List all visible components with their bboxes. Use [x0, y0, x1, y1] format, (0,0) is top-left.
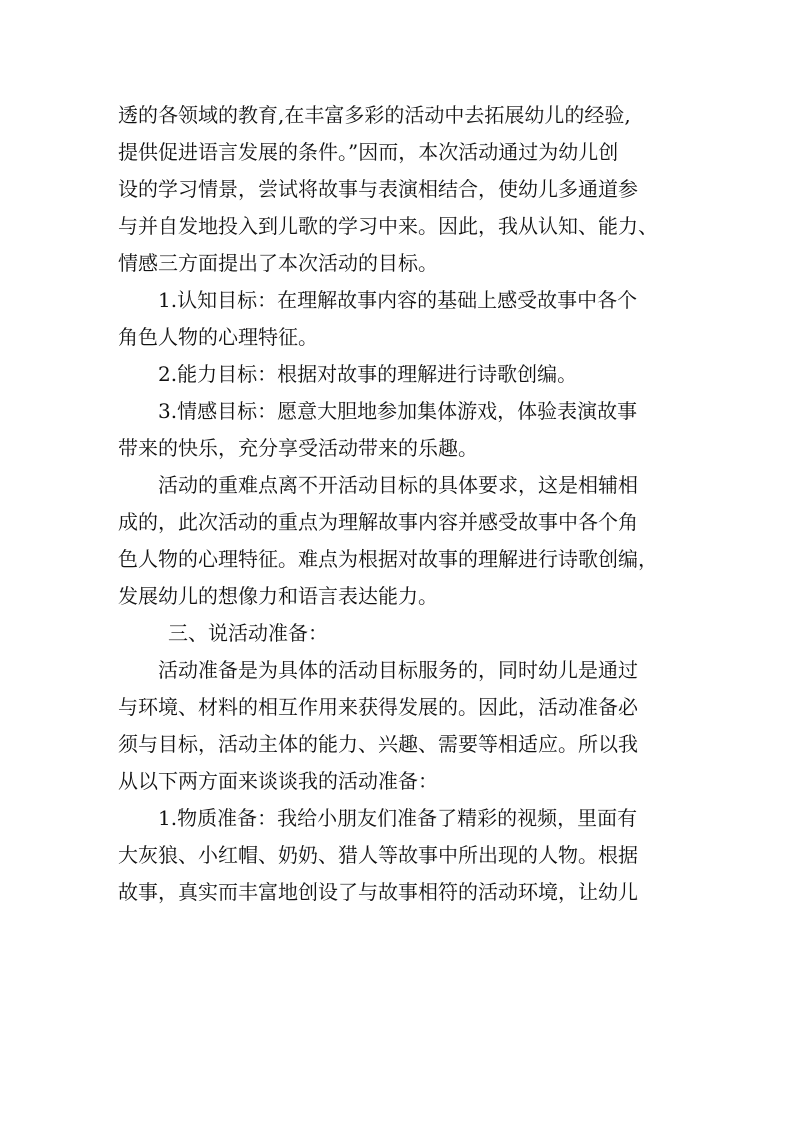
- text-line: 透的各领域的教育,在丰富多彩的活动中去拓展幼儿的经验,: [118, 103, 631, 127]
- text-line: 设的学习情景，尝试将故事与表演相结合，使幼儿多通道参: [118, 177, 638, 201]
- text-line: 故事，真实而丰富地创设了与故事相符的活动环境，让幼儿: [118, 880, 638, 904]
- text-line: 情感三方面提出了本次活动的目标。: [118, 251, 438, 275]
- text-line: 与环境、材料的相互作用来获得发展的。因此，活动准备必: [118, 695, 638, 719]
- text-line: 成的，此次活动的重点为理解故事内容并感受故事中各个角: [118, 510, 638, 534]
- goal-item-ability: 2.能力目标：根据对故事的理解进行诗歌创编。: [158, 362, 578, 386]
- goal-item-cognitive: 1.认知目标：在理解故事内容的基础上感受故事中各个: [158, 288, 638, 312]
- text-line: 提供促进语言发展的条件。”因而，本次活动通过为幼儿创: [118, 140, 619, 164]
- text-line: 须与目标，活动主体的能力、兴趣、需要等相适应。所以我: [118, 732, 638, 756]
- paragraph-start: 活动准备是为具体的活动目标服务的，同时幼儿是通过: [158, 658, 638, 682]
- paragraph-start: 活动的重难点离不开活动目标的具体要求，这是相辅相: [158, 473, 638, 497]
- text-line: 带来的快乐，充分享受活动带来的乐趣。: [118, 436, 478, 460]
- section-heading: 三、说活动准备：: [168, 621, 328, 645]
- document-body: [118, 97, 688, 911]
- text-line: 大灰狼、小红帽、奶奶、猎人等故事中所出现的人物。根据: [118, 843, 638, 867]
- text-line: 角色人物的心理特征。: [118, 325, 318, 349]
- goal-item-emotion: 3.情感目标：愿意大胆地参加集体游戏，体验表演故事: [158, 399, 638, 423]
- text-line: 发展幼儿的想像力和语言表达能力。: [118, 584, 438, 608]
- prep-item-material: 1.物质准备：我给小朋友们准备了精彩的视频，里面有: [158, 806, 638, 830]
- text-line: 色人物的心理特征。难点为根据对故事的理解进行诗歌创编，: [118, 547, 658, 571]
- text-line: 从以下两方面来谈谈我的活动准备：: [118, 769, 438, 793]
- text-line: 与并自发地投入到儿歌的学习中来。因此，我从认知、能力、: [118, 214, 658, 238]
